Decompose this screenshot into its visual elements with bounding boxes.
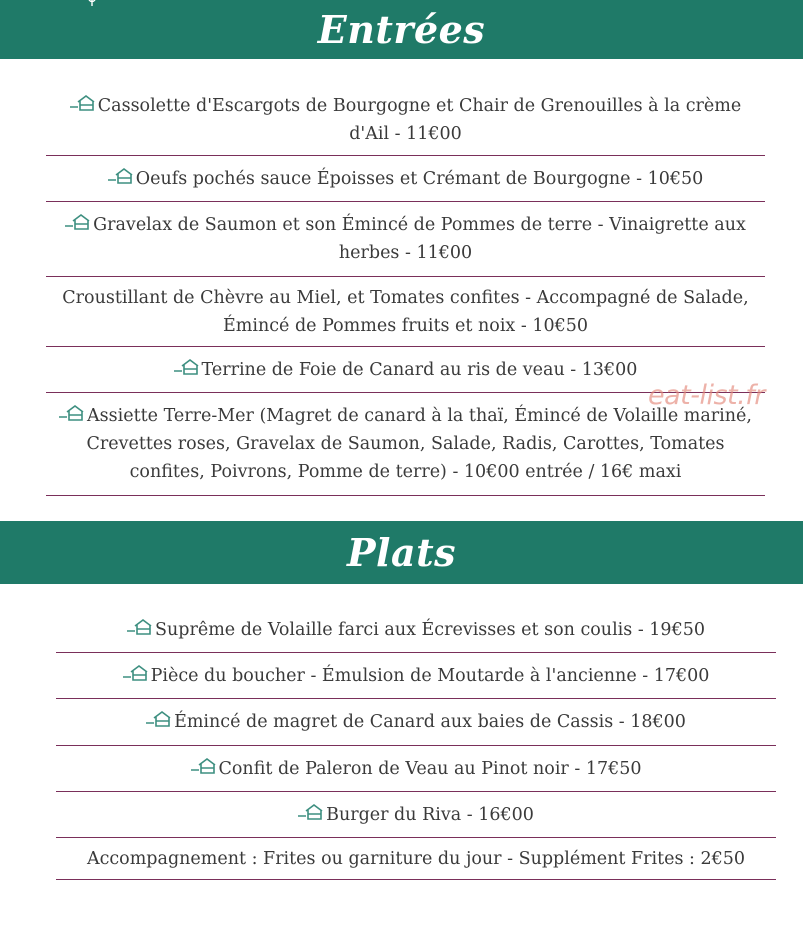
plats-header-banner <box>0 521 803 584</box>
house-icon <box>146 710 172 728</box>
item-text: Suprême de Volaille farci aux Écrevisses et son coulis - 19€50 <box>155 619 705 640</box>
entrees-header-banner <box>0 0 803 59</box>
house-icon <box>108 167 134 185</box>
item-text: Pièce du boucher - Émulsion de Moutarde à l'ancienne - 17€00 <box>150 665 710 686</box>
list-item <box>46 84 765 156</box>
item-text: Cassolette d'Escargots de Bourgogne et Chair de Grenouilles à la crème d'Ail - 11€00 <box>97 95 742 144</box>
item-text: Accompagnement : Frites ou garniture du jour - Supplément Frites : 2€50 <box>86 848 746 869</box>
house-icon <box>127 618 153 636</box>
house-icon <box>191 757 217 775</box>
entrees-list <box>46 84 765 496</box>
item-text: Terrine de Foie de Canard au ris de veau - 13€00 <box>201 359 638 380</box>
house-icon <box>123 664 149 682</box>
item-text: Burger du Riva - 16€00 <box>326 804 534 825</box>
item-text: Émincé de magret de Canard aux baies de Cassis - 18€00 <box>174 712 686 732</box>
list-item <box>46 156 765 202</box>
house-icon <box>65 213 91 231</box>
item-text: Croustillant de Chèvre au Miel, et Tomates confites - Accompagné de Salade, Émincé de Pommes fruits et noix - 10€50 <box>62 287 749 336</box>
list-item <box>46 202 765 277</box>
list-item <box>56 699 776 746</box>
list-item <box>56 792 776 838</box>
list-item <box>56 653 776 699</box>
plats-list <box>56 607 776 880</box>
list-item <box>56 838 776 880</box>
plats-title: Plats <box>346 530 457 575</box>
house-icon <box>59 404 85 422</box>
item-text: Confit de Paleron de Veau au Pinot noir - 17€50 <box>218 758 642 779</box>
item-text: Assiette Terre-Mer (Magret de canard à la thaï, Émincé de Volaille mariné, Crevettes roses, Gravelax de Saumon, Salade, Radis, Carottes, Tomates confites, Poivrons, Pomme de terre) - 10€00 entrée / 16€ maxi <box>86 406 752 482</box>
watermark: eat-list.fr <box>648 380 765 411</box>
item-text: Gravelax de Saumon et son Émincé de Pommes de terre - Vinaigrette aux herbes - 11€00 <box>93 215 746 263</box>
house-icon <box>174 358 200 376</box>
decorative-stem-icon <box>88 0 96 8</box>
entrees-title: Entrées <box>317 7 486 52</box>
house-icon <box>298 803 324 821</box>
list-item <box>56 746 776 792</box>
list-item <box>46 277 765 347</box>
list-item <box>56 607 776 653</box>
house-icon <box>70 94 96 112</box>
item-text: Oeufs pochés sauce Époisses et Crémant de Bourgogne - 10€50 <box>135 168 704 189</box>
